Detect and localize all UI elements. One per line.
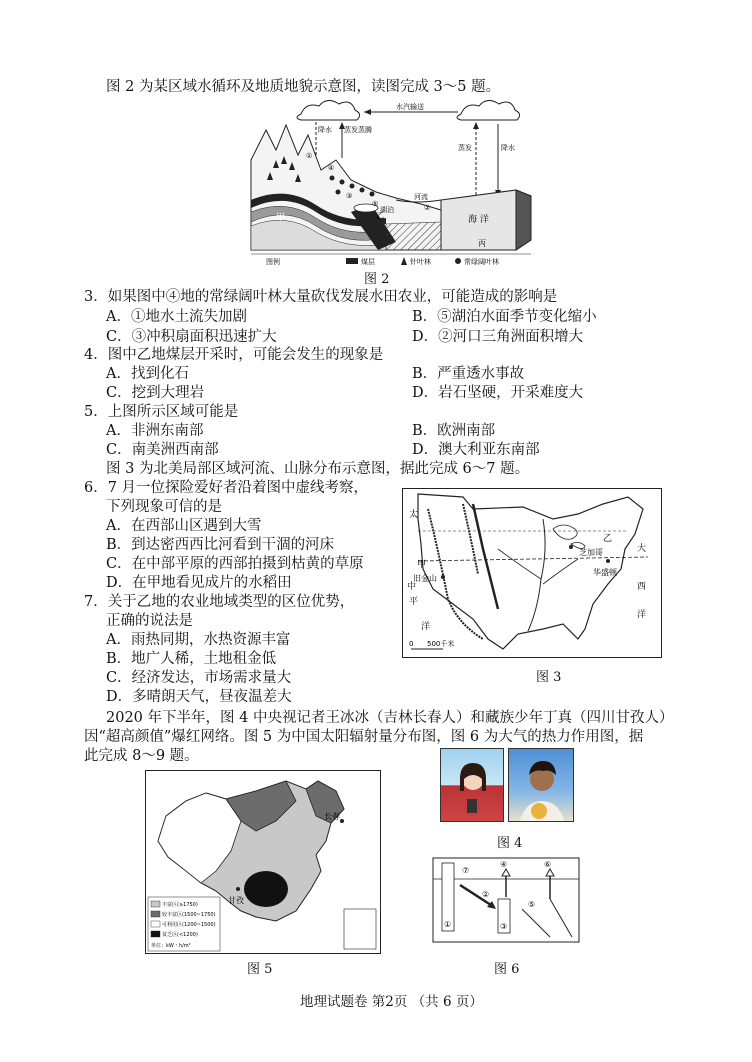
intro-q8-9-line1: 2020 年下半年，图 4 中央视记者王冰冰（吉林长春人）和藏族少年丁真（四川甘孜人） — [106, 710, 674, 726]
fig2-vapor-label: 水汽输送 — [396, 103, 424, 111]
q5-stem: 5．上图所示区域可能是 — [84, 404, 239, 420]
microphone-icon — [467, 799, 477, 813]
figure-4-caption: 图 4 — [497, 836, 523, 851]
q6-option-b: B．到达密西西比河看到干涸的河床 — [106, 537, 335, 553]
svg-text:②: ② — [424, 204, 431, 212]
figure-4-photo-left — [440, 748, 504, 822]
q4-option-a: A．找到化石 — [106, 366, 189, 382]
figure-2-caption: 图 2 — [364, 272, 390, 287]
q6-stem-line1: 6．7 月一位探险爱好者沿着图中虚线考察， — [84, 480, 369, 496]
q6-option-a: A．在西部山区遇到大雪 — [106, 518, 262, 534]
fig2-lake-label: 湖泊 — [380, 206, 394, 214]
fig6-n4: ④ — [500, 860, 508, 869]
figure-5-caption: 图 5 — [247, 962, 273, 977]
q5-option-b: B．欧洲南部 — [412, 423, 496, 439]
fig2-rain2-label: 降水 — [501, 144, 515, 152]
fig2-river-label: 河流 — [414, 193, 428, 201]
fig2-bing-label: 丙 — [478, 239, 486, 248]
svg-text:①: ① — [306, 152, 313, 160]
fig3-yi: 乙 — [603, 534, 613, 544]
fig3-tai: 太 — [409, 510, 419, 520]
figure-3-map — [403, 489, 661, 657]
q4-option-b: B．严重透水事故 — [412, 366, 525, 382]
intro-q3-5: 图 2 为某区域水循环及地质地貌示意图，读图完成 3～5 题。 — [106, 79, 501, 95]
fig3-xi: 西 — [637, 582, 647, 592]
fig2-ocean-label: 海 洋 — [468, 215, 489, 225]
q6-option-d: D．在甲地看见成片的水稻田 — [106, 575, 292, 591]
figure-6-diagram — [432, 857, 580, 943]
q7-stem-line2: 正确的说法是 — [106, 613, 193, 629]
fig2-rain1-label: 降水 — [318, 126, 332, 134]
q5-option-a: A．非洲东南部 — [106, 423, 204, 439]
figure-5-map — [146, 771, 380, 953]
conifer-icon — [401, 257, 407, 265]
figure-6 — [432, 857, 580, 943]
fig2-evap1-label: 蒸发蒸腾 — [344, 126, 372, 134]
fig3-scale: 500千米 — [427, 640, 455, 648]
figure-4-photo-right — [508, 748, 574, 822]
fig5-legend-fairly-rich: 较丰富区(1500~1750) — [162, 912, 216, 918]
fig2-yi-label: 乙 — [376, 211, 384, 220]
broadleaf-tree-icon — [455, 258, 461, 264]
q3-option-d: D．②河口三角洲面积增大 — [412, 329, 584, 345]
fig3-scale-zero: 0 — [409, 640, 414, 648]
fig3-yang: 洋 — [421, 622, 431, 632]
figure-2 — [246, 100, 536, 266]
q3-stem: 3．如果图中④地的常绿阔叶林大量砍伐发展水田农业，可能造成的影响是 — [84, 289, 558, 305]
q3-option-a: A．①地水土流失加剧 — [106, 309, 247, 325]
q6-stem-line2: 下列现象可信的是 — [106, 499, 222, 515]
fig2-legend-broadleaf: 常绿阔叶林 — [464, 258, 499, 266]
fig3-zhong: 中 — [407, 582, 417, 592]
intro-q8-9-line3: 此完成 8～9 题。 — [84, 748, 199, 764]
fig6-n3: ③ — [500, 922, 508, 931]
q7-stem-line1: 7．关于乙地的农业地域类型的区位优势， — [84, 594, 355, 610]
fig5-city-changchun: 长春 — [324, 812, 340, 821]
q7-option-d: D．多晴朗天气，昼夜温差大 — [106, 689, 292, 705]
figure-5 — [145, 770, 381, 954]
fig3-chicago: 芝加哥 — [579, 548, 603, 557]
fig5-legend-rich: 丰富区(≥1750) — [162, 902, 198, 908]
fig3-washington: 华盛顿 — [593, 568, 617, 577]
figure-3-caption: 图 3 — [536, 670, 562, 685]
page-footer: 地理试题卷 第2页 （共 6 页） — [300, 994, 483, 1010]
q5-option-c: C．南美洲西南部 — [106, 442, 219, 458]
svg-text:③: ③ — [346, 192, 353, 200]
fig5-legend-usable: 可利用区(1200~1500) — [162, 922, 216, 928]
q7-option-a: A．雨热同期，水热资源丰富 — [106, 632, 291, 648]
q7-option-b: B．地广人稀，土地租金低 — [106, 651, 277, 667]
fig3-da: 大 — [637, 544, 647, 554]
q4-stem: 4．图中乙地煤层开采时，可能会发生的现象是 — [84, 347, 384, 363]
fig2-evap2-label: 蒸发 — [458, 144, 472, 152]
q4-option-c: C．挖到大理岩 — [106, 385, 205, 401]
figure-2-diagram — [246, 100, 536, 266]
fig5-legend-unit: 单位：kW・h/m² — [151, 943, 191, 949]
fig3-yang2: 洋 — [637, 610, 647, 620]
q4-option-d: D．岩石坚硬，开采难度大 — [412, 385, 584, 401]
fig3-ping: 平 — [409, 597, 419, 607]
fig5-city-ganzi: 甘孜 — [228, 896, 244, 905]
svg-text:⑤: ⑤ — [372, 200, 379, 208]
q3-option-b: B．⑤湖泊水面季节变化缩小 — [412, 309, 597, 325]
fig3-jia: 甲 — [417, 560, 427, 570]
fig5-legend-poor: 贫乏区(<1200) — [162, 932, 198, 938]
q6-option-c: C．在中部平原的西部拍摄到枯黄的草原 — [106, 556, 364, 572]
intro-q6-7: 图 3 为北美局部区域河流、山脉分布示意图，据此完成 6～7 题。 — [106, 461, 530, 477]
intro-q8-9-line2: 因“超高颜值”爆红网络。图 5 为中国太阳辐射量分布图，图 6 为大气的热力作用图，据 — [84, 729, 644, 745]
fig2-legend-coal: 煤层 — [361, 258, 375, 266]
fig2-legend-conifer: 针叶林 — [410, 258, 431, 266]
fig6-n7: ⑦ — [462, 866, 470, 875]
fig6-n2: ② — [482, 890, 490, 899]
svg-text:④: ④ — [328, 164, 335, 172]
fig2-jia-label: 甲 — [276, 213, 286, 223]
fig2-legend-title: 图例 — [266, 258, 280, 266]
fig3-jinshan: 旧金山 — [413, 574, 437, 583]
q5-option-d: D．澳大利亚东南部 — [412, 442, 540, 458]
fig6-n6: ⑥ — [544, 860, 552, 869]
q3-option-c: C．③冲积扇面积迅速扩大 — [106, 329, 277, 345]
q7-option-c: C．经济发达，市场需求量大 — [106, 670, 292, 686]
figure-3 — [402, 488, 662, 658]
fig6-n1: ① — [444, 920, 452, 929]
fig6-n5: ⑤ — [528, 900, 536, 909]
figure-6-caption: 图 6 — [494, 962, 520, 977]
